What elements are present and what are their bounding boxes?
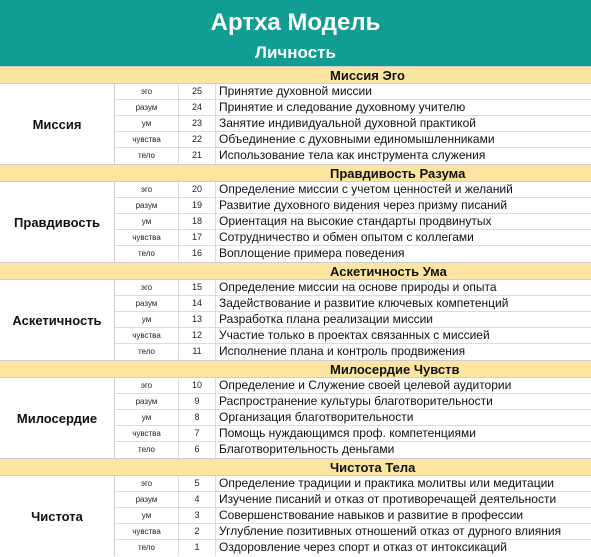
table-row bbox=[115, 426, 591, 442]
section-title-intellect: Аскетичность Ума bbox=[0, 262, 591, 280]
number-cell: 17 bbox=[179, 230, 216, 245]
practice-cell: Участие только в проектах связанных с миссией bbox=[219, 328, 490, 342]
level-cell: эго bbox=[115, 280, 179, 295]
level-cell: разум bbox=[115, 100, 179, 115]
table-row bbox=[115, 328, 591, 344]
section-title-ego: Миссия Эго bbox=[0, 66, 591, 84]
number-cell: 21 bbox=[179, 148, 216, 164]
level-cell: тело bbox=[115, 540, 179, 556]
number-cell: 2 bbox=[179, 524, 216, 539]
practice-cell: Определение традиции и практика молитвы или медитации bbox=[219, 476, 554, 490]
number-cell: 11 bbox=[179, 344, 216, 360]
table-row bbox=[115, 280, 591, 296]
quality-label: Правдивость bbox=[0, 182, 115, 262]
quality-label: Чистота bbox=[0, 476, 115, 556]
table-row bbox=[115, 312, 591, 328]
level-cell: ум bbox=[115, 312, 179, 327]
practice-cell: Благотворительность деньгами bbox=[219, 442, 395, 456]
level-cell: ум bbox=[115, 508, 179, 523]
number-cell: 23 bbox=[179, 116, 216, 131]
practice-cell: Использование тела как инструмента служения bbox=[219, 148, 486, 162]
number-cell: 20 bbox=[179, 182, 216, 197]
table-row bbox=[115, 508, 591, 524]
practice-cell: Разработка плана реализации миссии bbox=[219, 312, 433, 326]
practice-cell: Объединение с духовными единомышленниками bbox=[219, 132, 495, 146]
rows-list bbox=[115, 280, 591, 360]
level-cell: чувства bbox=[115, 524, 179, 539]
number-cell: 22 bbox=[179, 132, 216, 147]
number-cell: 18 bbox=[179, 214, 216, 229]
number-cell: 3 bbox=[179, 508, 216, 523]
table-row bbox=[115, 246, 591, 262]
section-block-austerity bbox=[0, 280, 591, 360]
practice-cell: Помощь нуждающимся проф. компетенциями bbox=[219, 426, 476, 440]
section-block-mercy bbox=[0, 378, 591, 458]
rows-list bbox=[115, 476, 591, 556]
level-cell: тело bbox=[115, 344, 179, 360]
rows-list bbox=[115, 182, 591, 262]
level-cell: чувства bbox=[115, 426, 179, 441]
practice-cell: Распространение культуры благотворительности bbox=[219, 394, 493, 408]
section-title-mind: Правдивость Разума bbox=[0, 164, 591, 182]
number-cell: 13 bbox=[179, 312, 216, 327]
practice-cell: Воплощение примера поведения bbox=[219, 246, 405, 260]
table-row bbox=[115, 296, 591, 312]
page-subtitle: Личность bbox=[255, 43, 336, 62]
header bbox=[0, 0, 591, 66]
table-row bbox=[115, 524, 591, 540]
practice-cell: Углубление позитивных отношений отказ от дурного влияния bbox=[219, 524, 562, 538]
section-block-truthfulness bbox=[0, 182, 591, 262]
practice-cell: Принятие и следование духовному учителю bbox=[219, 100, 466, 114]
level-cell: разум bbox=[115, 394, 179, 409]
table-row bbox=[115, 442, 591, 458]
number-cell: 19 bbox=[179, 198, 216, 213]
number-cell: 25 bbox=[179, 84, 216, 99]
table-row bbox=[115, 394, 591, 410]
table-row bbox=[115, 100, 591, 116]
level-cell: тело bbox=[115, 148, 179, 164]
practice-cell: Задействование и развитие ключевых компетенций bbox=[219, 296, 509, 310]
table-row bbox=[115, 410, 591, 426]
number-cell: 1 bbox=[179, 540, 216, 556]
table-row bbox=[115, 198, 591, 214]
table-row bbox=[115, 344, 591, 360]
number-cell: 7 bbox=[179, 426, 216, 441]
table-row bbox=[115, 540, 591, 556]
number-cell: 12 bbox=[179, 328, 216, 343]
level-cell: ум bbox=[115, 410, 179, 425]
table-row bbox=[115, 148, 591, 164]
practice-cell: Определение миссии на основе природы и опыта bbox=[219, 280, 497, 294]
quality-label: Миссия bbox=[0, 84, 115, 164]
practice-cell: Принятие духовной миссии bbox=[219, 84, 372, 98]
table-row bbox=[115, 132, 591, 148]
page-title: Артха Модель bbox=[210, 9, 381, 36]
section-block-purity bbox=[0, 476, 591, 556]
number-cell: 24 bbox=[179, 100, 216, 115]
practice-cell: Сотрудничество и обмен опытом с коллегами bbox=[219, 230, 474, 244]
number-cell: 14 bbox=[179, 296, 216, 311]
practice-cell: Организация благотворительности bbox=[219, 410, 414, 424]
level-cell: разум bbox=[115, 492, 179, 507]
table-row bbox=[115, 84, 591, 100]
level-cell: тело bbox=[115, 442, 179, 458]
table-row bbox=[115, 182, 591, 198]
quality-label: Милосердие bbox=[0, 378, 115, 458]
section-title-body: Чистота Тела bbox=[0, 458, 591, 476]
table-row bbox=[115, 378, 591, 394]
level-cell: ум bbox=[115, 214, 179, 229]
practice-cell: Развитие духовного видения через призму писаний bbox=[219, 198, 508, 212]
level-cell: эго bbox=[115, 378, 179, 393]
quality-label: Аскетичность bbox=[0, 280, 115, 360]
level-cell: разум bbox=[115, 296, 179, 311]
table-row bbox=[115, 492, 591, 508]
level-cell: чувства bbox=[115, 328, 179, 343]
level-cell: эго bbox=[115, 476, 179, 491]
section-title-senses: Милосердие Чувств bbox=[0, 360, 591, 378]
practice-cell: Ориентация на высокие стандарты продвинутых bbox=[219, 214, 492, 228]
number-cell: 4 bbox=[179, 492, 216, 507]
number-cell: 6 bbox=[179, 442, 216, 458]
number-cell: 9 bbox=[179, 394, 216, 409]
table-row bbox=[115, 230, 591, 246]
level-cell: эго bbox=[115, 84, 179, 99]
number-cell: 8 bbox=[179, 410, 216, 425]
table-row bbox=[115, 476, 591, 492]
rows-list bbox=[115, 378, 591, 458]
number-cell: 16 bbox=[179, 246, 216, 262]
level-cell: тело bbox=[115, 246, 179, 262]
practice-cell: Занятие индивидуальной духовной практикой bbox=[219, 116, 476, 130]
level-cell: разум bbox=[115, 198, 179, 213]
practice-cell: Определение и Служение своей целевой аудитории bbox=[219, 378, 512, 392]
level-cell: чувства bbox=[115, 230, 179, 245]
practice-cell: Определение миссии с учетом ценностей и желаний bbox=[219, 182, 513, 196]
practice-cell: Изучение писаний и отказ от противоречащей деятельности bbox=[219, 492, 557, 506]
practice-cell: Совершенствование навыков и развитие в профессии bbox=[219, 508, 524, 522]
level-cell: эго bbox=[115, 182, 179, 197]
level-cell: чувства bbox=[115, 132, 179, 147]
table-row bbox=[115, 116, 591, 132]
practice-cell: Оздоровление через спорт и отказ от интоксикаций bbox=[219, 540, 507, 554]
table-row bbox=[115, 214, 591, 230]
section-block-mission bbox=[0, 84, 591, 164]
number-cell: 10 bbox=[179, 378, 216, 393]
practice-cell: Исполнение плана и контроль продвижения bbox=[219, 344, 466, 358]
level-cell: ум bbox=[115, 116, 179, 131]
number-cell: 5 bbox=[179, 476, 216, 491]
number-cell: 15 bbox=[179, 280, 216, 295]
rows-list bbox=[115, 84, 591, 164]
